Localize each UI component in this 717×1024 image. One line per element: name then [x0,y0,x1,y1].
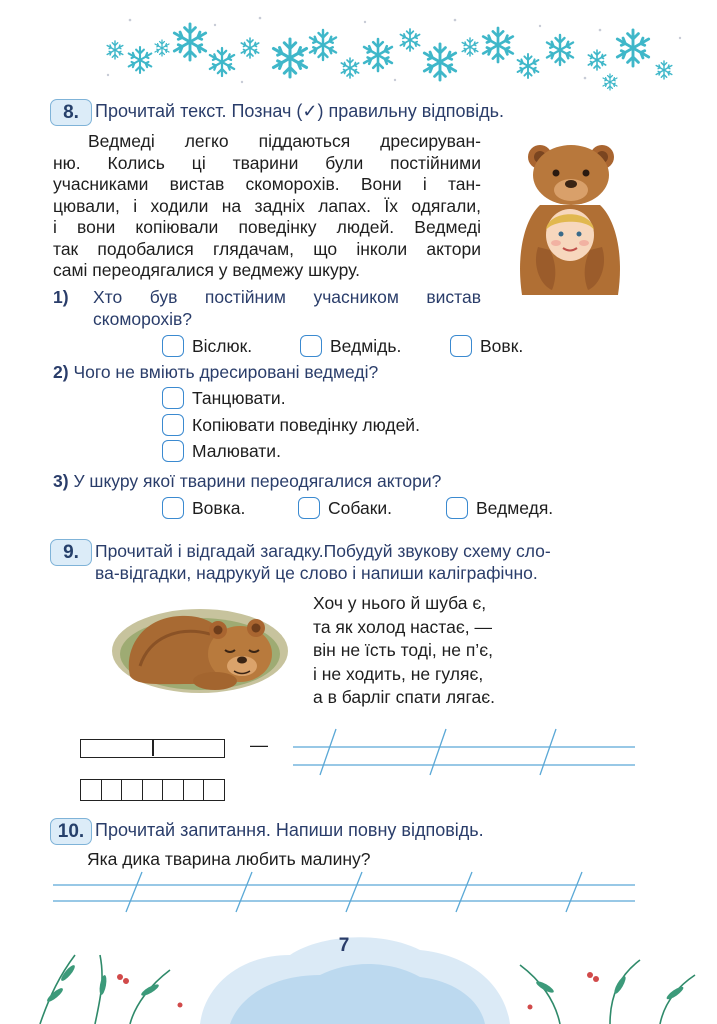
poem-line: та як холод настає, — [313,616,492,637]
task-10-question: Яка дика тварина любить малину? [87,849,371,869]
q2-option-dance[interactable] [162,386,286,410]
option-label: Копіювати поведінку людей. [192,414,420,435]
checkbox[interactable] [162,497,184,519]
poem-line: і не ходить, не гуляє, [313,663,484,684]
question-1-text-line1: Хто був постійним учасником вистав [93,287,481,307]
q1-option-wolf[interactable] [450,334,523,358]
checkbox[interactable] [162,440,184,462]
letter-cell[interactable] [143,780,164,800]
q3-option-wolf[interactable] [162,496,245,520]
poem-line: він не їсть тоді, не п’є, [313,640,493,660]
option-label: Малювати. [192,440,281,461]
option-label: Вовка. [192,497,246,518]
checkbox[interactable] [162,335,184,357]
question-3-text: У шкуру якої тварини переодягалися актори? [73,471,442,491]
question-1-text-line2: скоморохів? [93,309,193,329]
question-2-text: Чого не вміють дресировані ведмеді? [73,362,379,382]
q1-option-donkey[interactable] [162,334,252,358]
letter-cell[interactable] [81,780,102,800]
poem-line: Хоч у нього й шуба є, [313,593,487,613]
paragraph-line: і вони копіювали поведінку людей. Ведмеді [53,217,481,237]
checkbox[interactable] [162,414,184,436]
letter-cells[interactable] [80,779,225,801]
task-10-instruction: Прочитай запитання. Напиши повну відповідь. [95,820,484,840]
paragraph-line: учасниками вистав скоморохів. Вони і тан- [53,174,481,194]
checkbox[interactable] [446,497,468,519]
task-9-instruction-line2: ва-відгадки, надрукуй це слово і напиши каліграфічно. [95,563,538,583]
paragraph-line: ню. Колись ці тварини були постійними [53,152,481,173]
checkbox[interactable] [300,335,322,357]
syllable-divider [152,740,154,756]
q3-option-dog[interactable] [298,496,392,520]
task-9-instruction-line1: Прочитай і відгадай загадку.Побудуй звукову схему сло- [95,541,551,561]
q2-option-draw[interactable] [162,439,281,463]
q1-option-bear[interactable] [300,334,401,358]
paragraph-line: Ведмеді легко піддаються дресируван- [88,131,481,151]
task-8-paragraph [53,131,481,282]
winter-plants-border [0,915,717,1024]
option-label: Танцювати. [192,387,286,408]
question-1-number: 1) [53,287,69,307]
q3-option-bear[interactable] [446,496,553,520]
paragraph-line: самі переодягалися у ведмежу шкуру. [53,260,360,280]
riddle-poem [313,592,495,710]
letter-cell[interactable] [163,780,184,800]
task-8-number: 8. [50,99,92,126]
option-label: Віслюк. [192,335,253,356]
option-label: Вовк. [480,335,524,356]
checkbox[interactable] [298,497,320,519]
question-2 [53,362,378,383]
option-label: Собаки. [328,497,393,518]
letter-cell[interactable] [102,780,123,800]
answer-writing-lines-10[interactable] [50,868,640,918]
question-2-number: 2) [53,362,69,382]
question-1 [53,287,69,308]
task-9-number: 9. [50,539,92,566]
letter-cell[interactable] [184,780,205,800]
snowflake-border [0,0,717,100]
checkbox[interactable] [162,387,184,409]
paragraph-line: цювали, і ходили на задніх лапах. Їх одягали, [53,195,481,216]
option-label: Ведмідь. [330,335,402,356]
question-3 [53,471,441,492]
q2-option-copy[interactable] [162,413,420,437]
poem-line: а в барліг спати лягає. [313,687,496,707]
page-number: 7 [338,935,350,956]
sleeping-bear-illustration [110,596,290,696]
letter-cell[interactable] [122,780,143,800]
child-in-bear-costume-illustration [510,135,630,300]
question-3-number: 3) [53,471,69,491]
checkbox[interactable] [450,335,472,357]
task-8-instruction: Прочитай текст. Познач (✓) правильну відповідь. [95,101,504,121]
calligraphy-writing-lines-9[interactable] [290,725,640,780]
letter-cell[interactable] [204,780,224,800]
syllable-scheme[interactable] [80,739,225,758]
snowflake-icons [107,24,672,90]
option-label: Ведмедя. [476,497,554,518]
task-10-number: 10. [50,818,92,845]
paragraph-line: так подобалися глядачам, що інколи актори [53,238,481,259]
scheme-dash: — [250,735,268,755]
